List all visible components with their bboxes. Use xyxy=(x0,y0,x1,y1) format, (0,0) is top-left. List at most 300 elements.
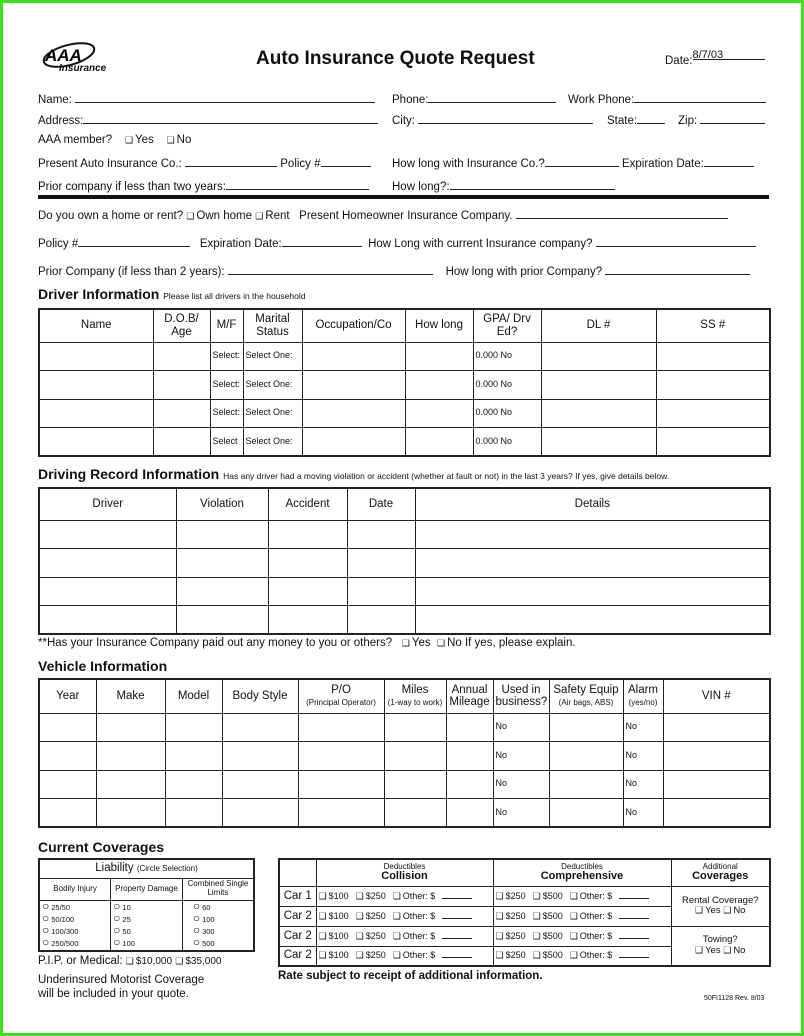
collision-checkbox[interactable]: ❑ Other: $ xyxy=(393,891,436,901)
property-options xyxy=(111,900,183,951)
comprehensive-checkbox[interactable]: ❑ Other: $ xyxy=(570,891,613,901)
table-cell[interactable] xyxy=(549,713,623,742)
table-cell[interactable] xyxy=(39,399,153,428)
table-cell[interactable]: No xyxy=(623,770,663,799)
collision-options xyxy=(316,906,493,926)
how-long-co-field[interactable] xyxy=(392,156,754,170)
column-subheader: (yes/no) xyxy=(628,698,658,708)
combined-radio[interactable]: ○ 300 xyxy=(193,925,251,937)
column-subheader: (Principal Operator) xyxy=(306,698,376,708)
additional-coverages-header xyxy=(671,859,770,886)
comprehensive-checkbox[interactable]: ❑ $250 xyxy=(496,950,526,960)
table-cell[interactable] xyxy=(39,371,153,400)
table-cell[interactable]: Select One: xyxy=(243,428,302,457)
paid-question: **Has your Insurance Company paid out any money to you or others? xyxy=(38,637,393,649)
table-row xyxy=(39,342,770,371)
table-cell[interactable] xyxy=(384,770,446,799)
paid-explain: If yes, please explain. xyxy=(464,637,576,649)
table-cell[interactable] xyxy=(302,342,405,371)
table-header-row xyxy=(279,859,770,886)
comprehensive-checkbox[interactable]: ❑ $250 xyxy=(496,931,526,941)
table-cell[interactable] xyxy=(656,371,770,400)
column-header xyxy=(384,679,446,713)
table-cell[interactable] xyxy=(663,770,770,799)
column-header xyxy=(302,309,405,342)
column-header xyxy=(415,488,770,520)
other-amount-field[interactable] xyxy=(442,911,472,919)
table-cell[interactable] xyxy=(298,799,384,828)
table-cell[interactable] xyxy=(165,770,222,799)
column-header-label: Year xyxy=(56,689,80,702)
table-cell[interactable] xyxy=(302,371,405,400)
table-cell[interactable] xyxy=(153,428,210,457)
column-header-label: SS # xyxy=(700,319,726,332)
table-cell[interactable]: No xyxy=(623,742,663,771)
column-header xyxy=(39,488,176,520)
car-label: Car 1 xyxy=(279,886,316,906)
aaa-yes-checkbox[interactable]: ❑ Yes xyxy=(125,134,154,146)
collision-checkbox[interactable]: ❑ Other: $ xyxy=(393,950,436,960)
comprehensive-checkbox[interactable]: ❑ Other: $ xyxy=(570,931,613,941)
column-header xyxy=(222,679,298,713)
rental-label: Rental Coverage? xyxy=(681,894,759,906)
column-header-label: Safety Equip xyxy=(553,683,619,696)
phone-label: Phone: xyxy=(392,94,429,106)
table-cell[interactable] xyxy=(176,549,268,578)
table-cell[interactable] xyxy=(268,549,347,578)
column-header-label: GPA/ Drv Ed? xyxy=(483,313,531,338)
table-cell[interactable] xyxy=(549,770,623,799)
date-label: Date: xyxy=(665,55,693,67)
other-amount-field[interactable] xyxy=(442,891,472,899)
column-header-label: P/O xyxy=(331,683,351,696)
table-cell[interactable] xyxy=(405,371,473,400)
table-cell[interactable] xyxy=(415,549,770,578)
column-subheader: (1-way to work) xyxy=(387,698,443,708)
column-header-label: Name xyxy=(80,319,112,332)
table-cell[interactable] xyxy=(549,742,623,771)
address-field[interactable] xyxy=(38,113,378,127)
page-title: Auto Insurance Quote Request xyxy=(256,48,535,69)
table-cell[interactable]: Select One: xyxy=(243,342,302,371)
comprehensive-options xyxy=(493,946,671,966)
present-home-co-label: Present Homeowner Insurance Company. xyxy=(299,210,513,222)
table-cell[interactable] xyxy=(176,520,268,549)
car-row xyxy=(279,886,770,906)
name-label: Name: xyxy=(38,94,72,106)
comprehensive-checkbox[interactable]: ❑ $500 xyxy=(533,931,563,941)
collision-options xyxy=(316,926,493,946)
table-cell[interactable] xyxy=(39,742,96,771)
table-cell[interactable] xyxy=(541,428,656,457)
underinsured-note-2: will be included in your quote. xyxy=(38,988,189,1000)
phone-field[interactable] xyxy=(392,92,556,106)
table-cell[interactable] xyxy=(153,399,210,428)
table-cell[interactable] xyxy=(165,799,222,828)
table-cell[interactable] xyxy=(656,342,770,371)
table-row xyxy=(39,520,770,549)
driving-record-note: Has any driver had a moving violation or accident (whether at fault or not) in the last 3 years? If yes, give details below. xyxy=(223,471,670,481)
additional-label: Additional xyxy=(702,862,738,872)
paid-question-row xyxy=(38,637,576,649)
column-header xyxy=(96,679,165,713)
table-cell[interactable] xyxy=(39,520,176,549)
blank-header xyxy=(279,859,316,886)
table-cell[interactable] xyxy=(446,770,493,799)
towing-label: Towing? xyxy=(702,934,738,946)
table-cell[interactable]: Select One: xyxy=(243,371,302,400)
column-header xyxy=(347,488,415,520)
combined-options xyxy=(182,900,254,951)
comprehensive-header xyxy=(493,859,671,886)
deductibles-label: Deductibles xyxy=(383,862,426,872)
column-header xyxy=(656,309,770,342)
table-cell[interactable] xyxy=(176,606,268,635)
current-coverages-heading: Current Coverages xyxy=(38,839,165,855)
own-home-checkbox[interactable]: ❑ Own home xyxy=(186,210,252,222)
comprehensive-checkbox[interactable]: ❑ Other: $ xyxy=(570,911,613,921)
other-amount-field[interactable] xyxy=(619,911,649,919)
collision-checkbox[interactable]: ❑ $250 xyxy=(356,911,386,921)
table-cell[interactable] xyxy=(415,606,770,635)
table-cell[interactable] xyxy=(165,713,222,742)
bodily-radio[interactable]: ○ 100/300 xyxy=(42,925,108,937)
table-cell[interactable] xyxy=(446,742,493,771)
collision-checkbox[interactable]: ❑ $100 xyxy=(319,891,349,901)
zip-label: Zip: xyxy=(678,115,698,127)
table-cell[interactable] xyxy=(384,799,446,828)
table-cell[interactable] xyxy=(39,428,153,457)
comprehensive-checkbox[interactable]: ❑ $500 xyxy=(533,950,563,960)
table-cell[interactable] xyxy=(165,742,222,771)
column-header xyxy=(473,309,541,342)
table-cell[interactable] xyxy=(347,520,415,549)
table-cell[interactable] xyxy=(39,713,96,742)
column-header xyxy=(210,309,243,342)
home-policy-row[interactable] xyxy=(38,236,756,250)
table-cell[interactable] xyxy=(384,742,446,771)
car-label: Car 2 xyxy=(279,926,316,946)
table-cell[interactable] xyxy=(446,713,493,742)
car-row xyxy=(279,926,770,946)
table-cell[interactable] xyxy=(298,713,384,742)
bodily-injury-header: Bodily Injury xyxy=(39,878,111,900)
combined-radio[interactable]: ○ 500 xyxy=(193,937,251,949)
home-prior-row[interactable] xyxy=(38,264,750,278)
comprehensive-checkbox[interactable]: ❑ $250 xyxy=(496,891,526,901)
vehicle-info-heading: Vehicle Information xyxy=(38,658,168,674)
driving-record-table xyxy=(38,487,771,635)
aaa-no-checkbox[interactable]: ❑ No xyxy=(167,134,192,146)
state-field[interactable] xyxy=(607,113,665,127)
name-field[interactable] xyxy=(38,92,375,106)
rate-note: Rate subject to receipt of additional information. xyxy=(278,970,543,982)
column-header-label: Body Style xyxy=(232,689,288,702)
table-cell[interactable] xyxy=(96,713,165,742)
own-rent-label: Do you own a home or rent? xyxy=(38,210,184,222)
table-cell[interactable]: 0.000 No xyxy=(473,342,541,371)
comprehensive-options xyxy=(493,886,671,906)
property-radio[interactable]: ○ 10 xyxy=(113,901,180,913)
property-radio[interactable]: ○ 100 xyxy=(113,937,180,949)
home-prior-label: Prior Company (if less than 2 years): xyxy=(38,266,225,278)
how-long-field[interactable] xyxy=(392,179,615,193)
collision-checkbox[interactable]: ❑ $250 xyxy=(356,931,386,941)
column-header xyxy=(176,488,268,520)
collision-checkbox[interactable]: ❑ Other: $ xyxy=(393,931,436,941)
table-cell[interactable] xyxy=(347,549,415,578)
table-cell[interactable] xyxy=(39,342,153,371)
pip-35000-checkbox[interactable]: ❑ $35,000 xyxy=(175,956,221,967)
table-row xyxy=(39,770,770,799)
column-subheader: (Air bags, ABS) xyxy=(558,698,614,708)
table-cell[interactable] xyxy=(39,606,176,635)
work-phone-field[interactable] xyxy=(568,92,766,106)
property-radio[interactable]: ○ 50 xyxy=(113,925,180,937)
expiration-label: Expiration Date: xyxy=(621,158,704,170)
table-cell[interactable]: 0.000 No xyxy=(473,371,541,400)
column-header-label: DL # xyxy=(586,319,611,332)
table-cell[interactable]: No xyxy=(623,713,663,742)
column-header-label: Date xyxy=(368,497,394,510)
table-cell[interactable] xyxy=(39,799,96,828)
combined-radio[interactable]: ○ 60 xyxy=(193,901,251,913)
column-header-label: Miles xyxy=(401,683,429,696)
home-expiration-label: Expiration Date: xyxy=(199,238,282,250)
comprehensive-options xyxy=(493,926,671,946)
collision-checkbox[interactable]: ❑ $100 xyxy=(319,950,349,960)
table-cell[interactable] xyxy=(96,770,165,799)
table-header-row xyxy=(39,309,770,342)
other-amount-field[interactable] xyxy=(619,931,649,939)
column-header xyxy=(446,679,493,713)
no-checkbox[interactable]: ❑ No xyxy=(723,945,745,956)
column-header xyxy=(663,679,770,713)
table-row xyxy=(39,577,770,606)
property-damage-header: Property Damage xyxy=(111,878,183,900)
table-cell[interactable] xyxy=(663,799,770,828)
table-row xyxy=(39,549,770,578)
table-cell[interactable] xyxy=(222,742,298,771)
collision-options xyxy=(316,886,493,906)
table-cell[interactable]: Select One: xyxy=(243,399,302,428)
table-row xyxy=(39,713,770,742)
table-cell[interactable] xyxy=(222,770,298,799)
column-header xyxy=(39,679,96,713)
table-cell[interactable] xyxy=(222,713,298,742)
bodily-radio[interactable]: ○ 250/500 xyxy=(42,937,108,949)
table-cell[interactable] xyxy=(268,606,347,635)
bodily-radio[interactable]: ○ 25/50 xyxy=(42,901,108,913)
table-cell[interactable] xyxy=(549,799,623,828)
aaa-logo xyxy=(39,41,109,77)
table-row xyxy=(39,606,770,635)
table-cell[interactable] xyxy=(541,371,656,400)
column-header xyxy=(153,309,210,342)
other-amount-field[interactable] xyxy=(619,891,649,899)
table-cell[interactable]: No xyxy=(493,713,549,742)
pip-row xyxy=(38,955,221,967)
yes-checkbox[interactable]: ❑ Yes xyxy=(695,945,721,956)
table-cell[interactable] xyxy=(405,428,473,457)
comprehensive-checkbox[interactable]: ❑ $250 xyxy=(496,911,526,921)
table-cell[interactable] xyxy=(153,371,210,400)
column-header-label: Occupation/Co xyxy=(315,319,392,332)
city-field[interactable] xyxy=(392,113,593,127)
table-cell[interactable] xyxy=(298,770,384,799)
paid-yes-checkbox[interactable]: ❑ Yes xyxy=(402,637,431,649)
column-header-label: How long xyxy=(415,319,463,332)
column-header-label: VIN # xyxy=(701,689,731,702)
table-cell[interactable] xyxy=(405,399,473,428)
deductibles-table xyxy=(278,858,771,967)
table-cell[interactable] xyxy=(39,577,176,606)
other-amount-field[interactable] xyxy=(442,950,472,958)
combined-radio[interactable]: ○ 100 xyxy=(193,913,251,925)
date-field[interactable] xyxy=(665,49,765,67)
collision-checkbox[interactable]: ❑ Other: $ xyxy=(393,911,436,921)
present-co-field[interactable] xyxy=(38,156,371,170)
table-cell[interactable]: 0.000 No xyxy=(473,399,541,428)
address-label: Address: xyxy=(38,115,84,127)
comprehensive-checkbox[interactable]: ❑ $500 xyxy=(533,891,563,901)
comprehensive-options xyxy=(493,906,671,926)
driving-record-heading: Driving Record Information Has any driver had a moving violation or accident (whether at fault or not) in the last 3 years? If yes, give details below. xyxy=(38,466,670,482)
column-header-label: D.O.B/ Age xyxy=(164,313,199,338)
home-how-long-prior-label: How long with prior Company? xyxy=(445,266,603,278)
section-divider xyxy=(38,195,769,199)
property-radio[interactable]: ○ 25 xyxy=(113,913,180,925)
towing-cell xyxy=(671,926,770,966)
table-header-row xyxy=(39,679,770,713)
column-header xyxy=(623,679,663,713)
driver-info-note: Please list all drivers in the household xyxy=(163,291,306,301)
table-cell[interactable] xyxy=(663,742,770,771)
yes-checkbox[interactable]: ❑ Yes xyxy=(695,905,721,916)
table-cell[interactable] xyxy=(39,549,176,578)
table-cell[interactable] xyxy=(415,577,770,606)
no-checkbox[interactable]: ❑ No xyxy=(723,905,745,916)
rent-checkbox[interactable]: ❑ Rent xyxy=(255,210,289,222)
column-header xyxy=(405,309,473,342)
other-amount-field[interactable] xyxy=(442,931,472,939)
comprehensive-label: Comprehensive xyxy=(540,870,624,883)
table-row xyxy=(39,399,770,428)
car-label: Car 2 xyxy=(279,906,316,926)
table-cell[interactable] xyxy=(96,742,165,771)
table-cell[interactable] xyxy=(656,399,770,428)
table-cell[interactable] xyxy=(384,713,446,742)
table-cell[interactable] xyxy=(268,520,347,549)
collision-checkbox[interactable]: ❑ $100 xyxy=(319,911,349,921)
column-header-label: Used in business? xyxy=(495,683,548,709)
car-label: Car 2 xyxy=(279,946,316,966)
column-header xyxy=(39,309,153,342)
other-amount-field[interactable] xyxy=(619,950,649,958)
column-header xyxy=(165,679,222,713)
prior-co-field[interactable] xyxy=(38,179,369,193)
table-cell[interactable] xyxy=(541,342,656,371)
column-header xyxy=(541,309,656,342)
column-header xyxy=(549,679,623,713)
pip-label: P.I.P. or Medical: xyxy=(38,955,123,967)
work-phone-label: Work Phone: xyxy=(568,94,635,106)
column-header-label: Alarm xyxy=(627,683,659,696)
table-cell[interactable] xyxy=(298,742,384,771)
table-cell[interactable]: Select xyxy=(210,428,243,457)
table-cell[interactable] xyxy=(541,399,656,428)
table-cell[interactable] xyxy=(347,606,415,635)
comprehensive-checkbox[interactable]: ❑ $500 xyxy=(533,911,563,921)
collision-options xyxy=(316,946,493,966)
table-cell[interactable] xyxy=(39,770,96,799)
column-header-label: Details xyxy=(574,497,610,510)
aaa-member-row xyxy=(38,134,191,146)
comprehensive-checkbox[interactable]: ❑ Other: $ xyxy=(570,950,613,960)
table-cell[interactable] xyxy=(446,799,493,828)
collision-header xyxy=(316,859,493,886)
table-cell[interactable] xyxy=(347,577,415,606)
bodily-radio[interactable]: ○ 50/100 xyxy=(42,913,108,925)
table-row xyxy=(39,428,770,457)
collision-checkbox[interactable]: ❑ $250 xyxy=(356,891,386,901)
column-header-label: Driver xyxy=(92,497,124,510)
table-cell[interactable] xyxy=(96,799,165,828)
table-header-row xyxy=(39,488,770,520)
table-cell[interactable] xyxy=(302,428,405,457)
column-header xyxy=(268,488,347,520)
own-rent-row xyxy=(38,208,728,222)
table-cell[interactable] xyxy=(302,399,405,428)
table-cell[interactable]: Select: xyxy=(210,399,243,428)
table-cell[interactable] xyxy=(415,520,770,549)
paid-no-checkbox[interactable]: ❑ No xyxy=(437,637,462,649)
collision-checkbox[interactable]: ❑ $250 xyxy=(356,950,386,960)
coverages-label: Coverages xyxy=(692,870,749,883)
svg-text:AAA: AAA xyxy=(45,46,82,65)
combined-limits-header: Combined Single Limits xyxy=(182,878,254,900)
table-cell[interactable] xyxy=(656,428,770,457)
column-header-label: M/F xyxy=(216,319,237,332)
table-row xyxy=(39,371,770,400)
table-cell[interactable] xyxy=(405,342,473,371)
table-cell[interactable] xyxy=(663,713,770,742)
logo-sub: Insurance xyxy=(59,63,107,74)
table-cell[interactable] xyxy=(222,799,298,828)
table-cell[interactable]: No xyxy=(493,799,549,828)
table-row xyxy=(39,742,770,771)
collision-checkbox[interactable]: ❑ $100 xyxy=(319,931,349,941)
form-id: 50FI1128 Rev. 8/03 xyxy=(704,995,765,1002)
table-cell[interactable]: No xyxy=(493,770,549,799)
liability-table xyxy=(38,858,255,952)
table-cell[interactable] xyxy=(268,577,347,606)
table-cell[interactable]: Select: xyxy=(210,371,243,400)
date-value: 8/7/03 xyxy=(693,49,765,60)
collision-label: Collision xyxy=(381,870,428,883)
zip-field[interactable] xyxy=(678,113,765,127)
table-cell[interactable] xyxy=(176,577,268,606)
bodily-options xyxy=(39,900,111,951)
table-cell[interactable]: No xyxy=(493,742,549,771)
table-cell[interactable] xyxy=(153,342,210,371)
how-long-label: How long?: xyxy=(392,181,450,193)
table-cell[interactable]: Select: xyxy=(210,342,243,371)
column-header-label: Marital Status xyxy=(255,313,290,338)
pip-10000-checkbox[interactable]: ❑ $10,000 xyxy=(126,956,172,967)
table-cell[interactable]: 0.000 No xyxy=(473,428,541,457)
table-cell[interactable]: No xyxy=(623,799,663,828)
